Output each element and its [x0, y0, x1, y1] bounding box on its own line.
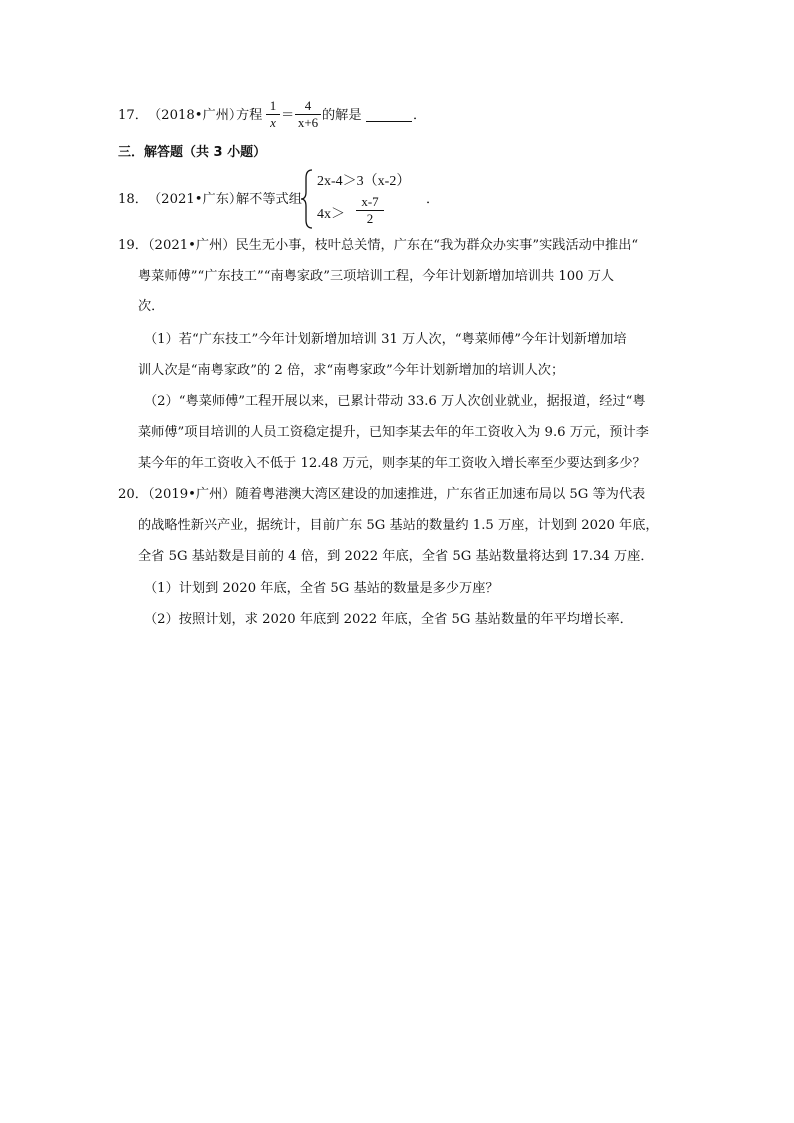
- q20-part-1: （1）计划到 2020 年底，全省 5G 基站的数量是多少万座？: [144, 581, 499, 596]
- q19-part2-line-1: （2）“粤菜师傅”工程开展以来，已累计带动 33.6 万人次创业就业，据报道，经过“粤: [144, 394, 646, 409]
- q20-line-1: 20．（2019•广州）随着粤港澳大湾区建设的加速推进，广东省正加速布局以 5G 等为代表: [118, 487, 646, 502]
- q19-line-1: 19．（2021•广州）民生无小事，枝叶总关情，广东在“我为群众办实事”实践活动中推出“: [118, 238, 639, 253]
- q19-part1-line-1: （1）若“广东技工”今年计划新增加培训 31 万人次，“粤菜师傅”今年计划新增加培: [144, 332, 627, 347]
- q18-inequality-1: 2x-4＞3（x-2）: [317, 174, 411, 189]
- q18-number: 18．: [118, 192, 148, 207]
- q17-fraction-1: [266, 99, 280, 130]
- q17-end: ．: [413, 108, 427, 123]
- q19-line-2: 粤菜师傅”“广东技工”“南粤家政”三项培训工程，今年计划新增加培训共 100 万人: [138, 269, 615, 284]
- q19-part2-line-2: 菜师傅”项目培训的人员工资稳定提升，已知李某去年的年工资收入为 9.6 万元，预计李: [138, 425, 649, 440]
- q18-frac-numerator: x-7: [361, 194, 379, 209]
- q17-answer-blank: [366, 107, 412, 126]
- q18-source: （2021•广东）: [148, 192, 243, 207]
- q17-frac2-denominator: x+6: [297, 115, 319, 130]
- q20-line-2: 的战略性新兴产业，据统计，目前广东 5G 基站的数量约 1.5 万座，计划到 2020 年底，: [138, 518, 659, 533]
- q17-equals: ＝: [281, 108, 295, 123]
- section-heading: 三．解答题（共 3 小题）: [118, 145, 267, 160]
- q17-frac2-numerator: 4: [304, 98, 312, 113]
- q20-part-2: （2）按照计划，求 2020 年底到 2022 年底，全省 5G 基站数量的年平均增长率．: [144, 612, 633, 627]
- q18-fraction: [356, 195, 384, 226]
- q18-frac-denominator: 2: [366, 211, 374, 226]
- q18-inequality-2-lhs: 4x＞: [317, 207, 345, 222]
- q19-part1-line-2: 训人次是“南粤家政”的 2 倍，求“南粤家政”今年计划新增加的培训人次；: [138, 363, 565, 378]
- q17-frac1-numerator: 1: [269, 98, 277, 113]
- q17-number: 17．: [118, 108, 148, 123]
- q17-fraction-2: [295, 99, 321, 130]
- q18-prefix: 解不等式组: [236, 192, 302, 207]
- q19-line-3: 次．: [138, 299, 165, 314]
- q17-prefix: 方程: [236, 108, 263, 123]
- q19-part2-line-3: 某今年的年工资收入不低于 12.48 万元，则李某的年工资收入增长率至少要达到多少？: [138, 456, 646, 471]
- q17-source: （2018•广州）: [148, 108, 243, 123]
- q17-frac1-denominator: x: [270, 115, 276, 130]
- q20-line-3: 全省 5G 基站数是目前的 4 倍，到 2022 年底，全省 5G 基站数量将达到 17.34 万座．: [138, 549, 654, 564]
- q17-suffix: 的解是: [322, 108, 362, 123]
- q18-end: ．: [426, 192, 440, 207]
- brace-icon: [300, 168, 314, 230]
